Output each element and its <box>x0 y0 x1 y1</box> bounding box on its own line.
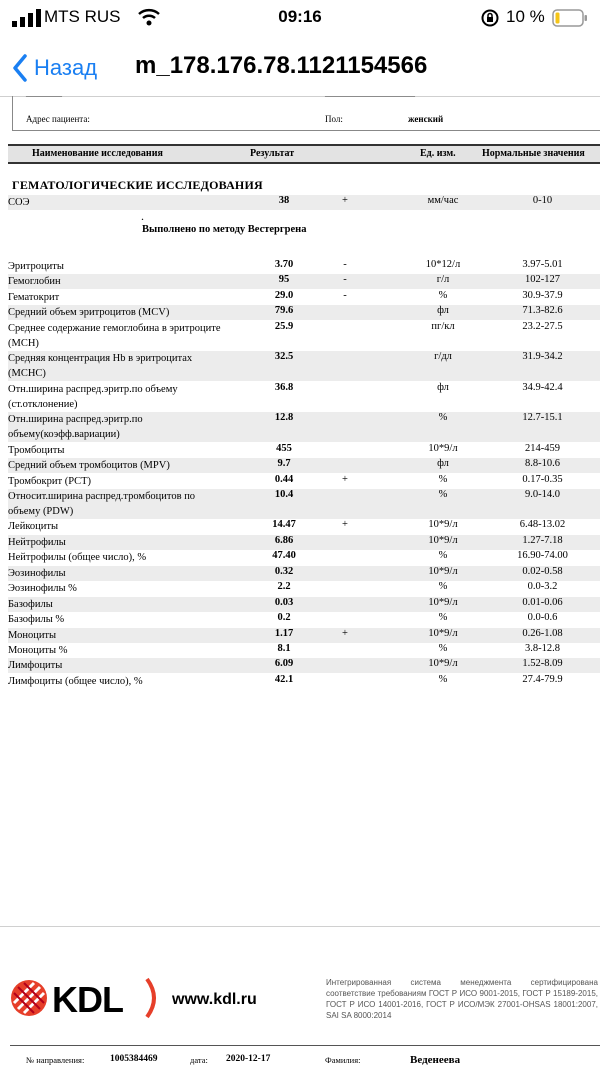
test-normal-range: 0.02-0.58 <box>522 565 563 577</box>
test-unit: % <box>438 412 448 424</box>
battery-icon <box>552 9 588 27</box>
test-normal-range: 1.52-8.09 <box>522 658 563 670</box>
test-name: Отн.ширина распред.эритр.по объему (ст.отклонение) <box>8 383 178 410</box>
back-button[interactable] <box>12 50 97 86</box>
test-flag: - <box>343 289 347 301</box>
sex-label: Пол: <box>325 114 343 124</box>
test-normal-range: 71.3-82.6 <box>522 305 563 317</box>
test-flag: - <box>343 274 347 286</box>
test-name: Базофилы <box>8 598 53 610</box>
test-result: 47.40 <box>272 550 296 562</box>
test-normal-range: 31.9-34.2 <box>522 351 563 363</box>
test-result: 14.47 <box>272 519 296 531</box>
test-result: 8.1 <box>277 643 291 654</box>
test-normal-range: 0.01-0.06 <box>522 596 563 608</box>
table-row <box>8 382 600 412</box>
dot-mark: . <box>141 209 144 223</box>
test-normal-range: 102-127 <box>525 274 560 286</box>
section-title: ГЕМАТОЛОГИЧЕСКИЕ ИССЛЕДОВАНИЯ <box>12 178 263 192</box>
test-flag: + <box>342 473 348 485</box>
test-unit: 10*9/л <box>428 627 458 639</box>
test-normal-range: 3.97-5.01 <box>522 259 563 270</box>
chevron-left-icon <box>12 54 28 82</box>
test-name: Отн.ширина распред.эритр.по объему(коэфф.вариации) <box>8 414 143 441</box>
referral-label: № направления: <box>26 1055 85 1065</box>
test-normal-range: 9.0-14.0 <box>525 488 560 500</box>
cut-off-text: —————————— <box>325 96 415 101</box>
table-row <box>8 443 600 458</box>
test-name: Лейкоциты <box>8 521 59 533</box>
table-row <box>8 550 600 565</box>
battery-percent: 10 % <box>506 7 545 26</box>
kdl-logo-text: KDL <box>52 979 123 1020</box>
certification-text: Интегрированная система менеджмента сертифицирована соответствие требованиям ГОСТ Р ИСО 9001-2015, ГОСТ Р 15189-2015, ГОСТ Р ИСО 14001-2016, ГОСТ Р ИСО/МЭК 27001-OHSAS 18001:2007, SAI SA 8000:2014 <box>326 978 598 1020</box>
test-normal-range: 0-10 <box>532 195 553 206</box>
test-unit: % <box>438 673 448 685</box>
test-name: Лимфоциты <box>8 660 63 672</box>
test-unit: 10*12/л <box>425 259 461 270</box>
table-row <box>8 412 600 442</box>
test-name: Относит.ширина распред.тромбоцитов по объему (PDW) <box>8 490 196 517</box>
table-row <box>8 597 600 612</box>
test-unit: % <box>438 488 448 500</box>
table-row <box>8 674 600 689</box>
test-normal-range: 6.48-13.02 <box>519 519 566 531</box>
website-link[interactable]: www.kdl.ru <box>172 991 257 1008</box>
sex-value: женский <box>408 114 444 124</box>
rotation-lock-icon <box>480 8 500 28</box>
test-name: Гемоглобин <box>8 276 61 288</box>
carrier-name: MTS RUS <box>44 7 121 26</box>
test-name: Нейтрофилы <box>8 536 66 548</box>
test-result: 0.44 <box>274 473 294 485</box>
surname-label: Фамилия: <box>325 1055 361 1065</box>
test-normal-range: 34.9-42.4 <box>522 381 563 393</box>
status-bar <box>0 0 600 36</box>
test-unit: 10*9/л <box>428 596 458 608</box>
test-flag: + <box>342 195 348 206</box>
test-unit: г/л <box>436 274 450 286</box>
table-row <box>8 259 600 274</box>
clock: 09:16 <box>278 7 322 26</box>
table-row <box>8 643 600 658</box>
test-name: Нейтрофилы (общее число), % <box>8 552 147 564</box>
page-title: m_178.176.78.1121154566 <box>135 52 428 79</box>
table-row <box>8 290 600 305</box>
test-unit: 10*9/л <box>428 658 458 670</box>
header-name: Наименование исследования <box>32 148 163 159</box>
header-unit: Ед. изм. <box>420 148 456 159</box>
header-normal: Нормальные значения <box>482 148 585 159</box>
test-name: Тромбокрит (PCT) <box>8 475 91 487</box>
cut-off-text: ———— <box>26 96 62 101</box>
test-result: 38 <box>278 195 290 206</box>
table-row <box>8 351 600 381</box>
test-unit: % <box>438 473 448 485</box>
test-normal-range: 0.0-3.2 <box>527 581 558 593</box>
test-normal-range: 0.26-1.08 <box>522 627 563 639</box>
test-unit: % <box>438 612 448 624</box>
address-label: Адрес пациента: <box>26 114 90 124</box>
test-normal-range: 0.17-0.35 <box>522 473 563 485</box>
referral-value: 1005384469 <box>110 1054 158 1064</box>
test-unit: % <box>438 643 448 654</box>
kdl-logo-icon <box>10 979 48 1017</box>
test-result: 6.09 <box>274 658 294 670</box>
test-flag: + <box>342 519 348 531</box>
logo-swoosh-icon <box>143 977 163 1019</box>
test-name: Средняя концентрация Hb в эритроцитах (MCHC) <box>8 353 193 380</box>
test-name: СОЭ <box>8 197 30 208</box>
test-normal-range: 12.7-15.1 <box>522 412 563 424</box>
test-unit: % <box>438 550 448 562</box>
test-normal-range: 23.2-27.5 <box>522 320 563 332</box>
test-result: 25.9 <box>274 320 294 332</box>
table-row <box>8 474 600 489</box>
method-note: Выполнено по методу Вестергрена <box>142 224 307 235</box>
test-result: 42.1 <box>274 673 294 685</box>
test-name: Среднее содержание гемоглобина в эритроците (MCH) <box>8 322 221 349</box>
test-normal-range: 214-459 <box>525 442 560 454</box>
test-name: Моноциты <box>8 629 57 641</box>
test-normal-range: 30.9-37.9 <box>522 289 563 301</box>
date-value: 2020-12-17 <box>226 1054 271 1064</box>
test-name: Эозинофилы <box>8 567 66 579</box>
test-normal-range: 1.27-7.18 <box>522 534 563 546</box>
table-row <box>8 566 600 581</box>
test-result: 29.0 <box>274 289 294 301</box>
test-unit: 10*9/л <box>428 442 458 454</box>
test-unit: фл <box>437 305 449 317</box>
table-row <box>8 305 600 320</box>
report-footer <box>0 926 600 1067</box>
test-result: 0.2 <box>277 612 291 624</box>
test-unit: 10*9/л <box>428 519 458 531</box>
test-normal-range: 16.90-74.00 <box>517 550 568 562</box>
table-row <box>8 274 600 289</box>
test-name: Средний объем тромбоцитов (MPV) <box>8 460 170 472</box>
test-result: 12.8 <box>274 412 294 424</box>
document-view[interactable] <box>0 96 600 926</box>
table-row <box>8 519 600 534</box>
test-result: 9.7 <box>277 458 291 470</box>
test-result: 6.86 <box>274 534 294 546</box>
test-normal-range: 8.8-10.6 <box>525 458 560 470</box>
test-unit: мм/час <box>427 195 459 206</box>
test-result: 455 <box>276 442 292 454</box>
table-row <box>8 658 600 673</box>
test-unit: пг/кл <box>431 320 455 332</box>
test-result: 3.70 <box>274 259 294 270</box>
date-label: дата: <box>190 1055 208 1065</box>
test-name: Эозинофилы % <box>8 583 77 595</box>
test-result: 0.32 <box>274 565 294 577</box>
test-result: 36.8 <box>274 381 294 393</box>
table-row <box>8 321 600 351</box>
header-result: Результат <box>250 148 295 159</box>
table-row <box>8 195 600 210</box>
test-name: Гематокрит <box>8 291 60 303</box>
table-row <box>8 535 600 550</box>
patient-info-box <box>12 96 600 131</box>
test-flag: + <box>342 627 348 639</box>
test-result: 10.4 <box>274 488 294 500</box>
table-row <box>8 489 600 519</box>
test-normal-range: 0.0-0.6 <box>527 612 558 624</box>
back-label: Назад <box>34 55 98 80</box>
test-result: 79.6 <box>274 305 294 317</box>
test-unit: % <box>438 581 448 593</box>
test-normal-range: 3.8-12.8 <box>525 643 560 654</box>
test-name: Эритроциты <box>8 261 64 272</box>
test-result: 32.5 <box>274 351 294 363</box>
test-result: 95 <box>278 274 290 286</box>
table-row <box>8 628 600 643</box>
table-row <box>8 458 600 473</box>
test-normal-range: 27.4-79.9 <box>522 673 563 685</box>
test-name: Средний объем эритроцитов (MCV) <box>8 307 170 319</box>
surname-value: Веденеева <box>410 1054 461 1066</box>
test-result: 1.17 <box>274 627 294 639</box>
table-row <box>8 612 600 627</box>
navigation-bar <box>0 40 600 97</box>
test-result: 2.2 <box>277 581 291 593</box>
test-unit: г/дл <box>434 351 452 363</box>
test-unit: 10*9/л <box>428 534 458 546</box>
test-name: Лимфоциты (общее число), % <box>8 675 143 687</box>
test-name: Моноциты % <box>8 645 68 656</box>
footer-divider <box>10 1045 600 1046</box>
test-unit: 10*9/л <box>428 565 458 577</box>
test-name: Базофилы % <box>8 614 65 626</box>
test-unit: фл <box>437 458 449 470</box>
test-flag: - <box>343 259 347 270</box>
test-unit: фл <box>437 381 449 393</box>
test-result: 0.03 <box>274 596 294 608</box>
table-header <box>8 144 600 164</box>
test-name: Тромбоциты <box>8 444 65 456</box>
table-row <box>8 581 600 596</box>
test-unit: % <box>438 289 448 301</box>
